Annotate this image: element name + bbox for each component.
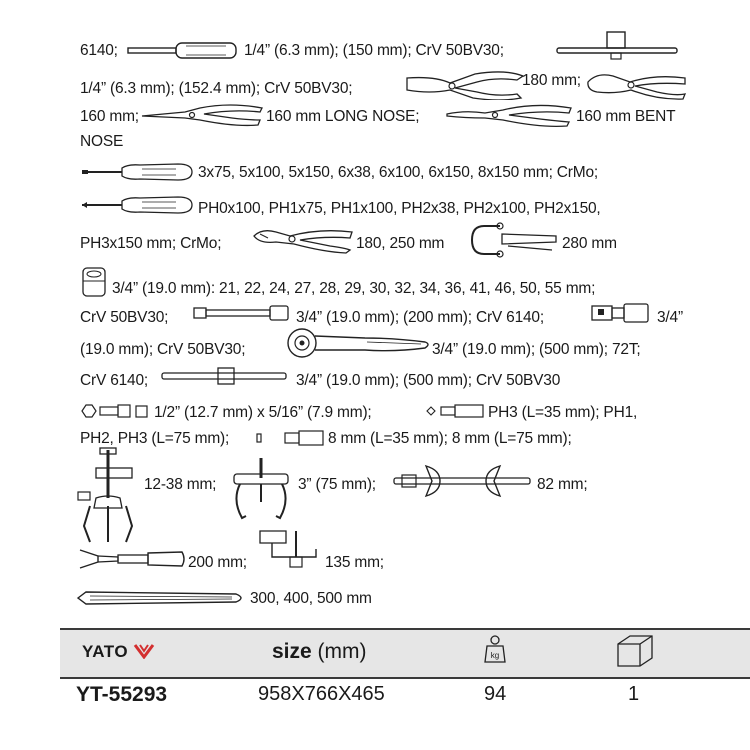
pliers-icon bbox=[585, 68, 690, 100]
spec-line: 3x75, 5x100, 5x150, 6x38, 6x100, 6x150, 8x150 mm; CrMo; bbox=[198, 164, 598, 181]
pry-bar-icon bbox=[76, 588, 248, 608]
spec-line: 160 mm BENT bbox=[576, 108, 676, 125]
spec-line: 135 mm; bbox=[325, 554, 384, 571]
bent-nose-pliers-icon bbox=[445, 100, 575, 128]
spec-line: 6140; bbox=[80, 42, 118, 59]
spec-line: 12-38 mm; bbox=[144, 476, 217, 493]
socket-icon bbox=[80, 265, 108, 299]
model-number: YT-55293 bbox=[76, 683, 168, 706]
sliding-tbar-icon bbox=[160, 365, 290, 387]
spec-line: PH2, PH3 (L=75 mm); bbox=[80, 430, 230, 447]
spec-line: 200 mm; bbox=[188, 554, 247, 571]
spec-line: CrV 50BV30; bbox=[80, 309, 169, 326]
spec-line: NOSE bbox=[80, 133, 124, 150]
sliding-t-bar-icon bbox=[555, 28, 680, 62]
jaw-puller-icon bbox=[228, 456, 294, 522]
brand-logo: YATO bbox=[82, 642, 155, 662]
spec-line: 160 mm; bbox=[80, 108, 139, 125]
weight-value: 94 bbox=[484, 683, 507, 705]
spec-line: 1/4” (6.3 mm); (152.4 mm); CrV 50BV30; bbox=[80, 80, 353, 97]
spec-line: PH3x150 mm; CrMo; bbox=[80, 235, 222, 252]
extension-bar-icon bbox=[192, 304, 292, 322]
spec-line: 180, 250 mm bbox=[356, 235, 445, 252]
svg-text:kg: kg bbox=[490, 651, 500, 660]
box-icon bbox=[616, 634, 654, 668]
spreader-icon bbox=[392, 462, 532, 502]
locking-pliers-icon bbox=[250, 222, 355, 254]
spec-line: (19.0 mm); CrV 50BV30; bbox=[80, 341, 246, 358]
bit-adapter-icon bbox=[80, 402, 152, 420]
spec-line: PH3 (L=35 mm); PH1, bbox=[488, 404, 638, 421]
weight-icon bbox=[484, 634, 506, 664]
spec-line: 1/2” (12.7 mm) x 5/16” (7.9 mm); bbox=[154, 404, 372, 421]
spec-line: 3” (75 mm); bbox=[298, 476, 376, 493]
t-bar-handle-icon bbox=[126, 40, 241, 62]
spec-line: 3/4” (19.0 mm); (500 mm); 72T; bbox=[432, 341, 641, 358]
spec-line: 3/4” (19.0 mm): 21, 22, 24, 27, 28, 29, 30, 32, 34, 36, 41, 46, 50, 55 mm; bbox=[112, 280, 596, 297]
quantity-value: 1 bbox=[628, 683, 640, 705]
pliers-icon bbox=[405, 70, 525, 100]
yato-emblem-icon bbox=[133, 643, 155, 659]
c-clamp-pliers-icon bbox=[468, 220, 560, 260]
ball-joint-separator-icon bbox=[256, 527, 324, 569]
spec-line: 280 mm bbox=[562, 235, 617, 252]
puller-icon bbox=[76, 446, 146, 546]
spec-line: 180 mm; bbox=[522, 72, 581, 89]
spec-line: 8 mm (L=35 mm); 8 mm (L=75 mm); bbox=[328, 430, 572, 447]
ratchet-icon bbox=[285, 326, 433, 362]
spec-line: 3/4” (19.0 mm); (500 mm); CrV 50BV30 bbox=[296, 372, 561, 389]
spec-line: 82 mm; bbox=[537, 476, 588, 493]
fork-separator-icon bbox=[78, 544, 188, 574]
spec-line: 3/4” bbox=[657, 309, 683, 326]
hex-bit-icon bbox=[255, 428, 327, 448]
universal-joint-icon bbox=[590, 300, 654, 326]
size-header: size (mm) bbox=[272, 640, 367, 663]
spec-line: 160 mm LONG NOSE; bbox=[266, 108, 420, 125]
spec-line: CrV 6140; bbox=[80, 372, 148, 389]
phillips-screwdriver-icon bbox=[80, 193, 195, 217]
spec-line: 1/4” (6.3 mm); (150 mm); CrV 50BV30; bbox=[244, 42, 504, 59]
spec-line: 3/4” (19.0 mm); (200 mm); CrV 6140; bbox=[296, 309, 544, 326]
flat-screwdriver-icon bbox=[80, 160, 195, 184]
long-nose-pliers-icon bbox=[140, 100, 265, 128]
spec-line: PH0x100, PH1x75, PH1x100, PH2x38, PH2x100, PH2x150, bbox=[198, 200, 601, 217]
bit-icon bbox=[425, 402, 487, 420]
dimensions-value: 958X766X465 bbox=[258, 683, 385, 705]
spec-line: 300, 400, 500 mm bbox=[250, 590, 372, 607]
